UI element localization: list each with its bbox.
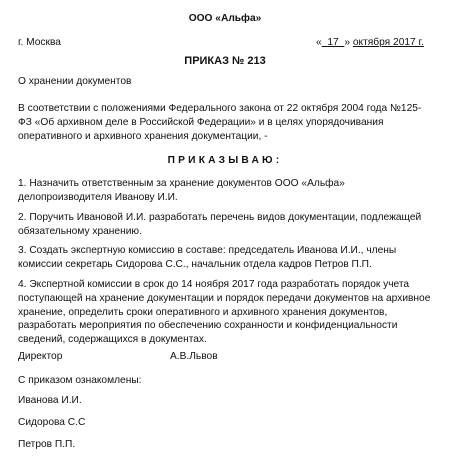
company-name: ООО «Альфа» — [188, 13, 262, 24]
date-close-quote: » — [344, 37, 351, 48]
date-open-quote: « — [316, 37, 322, 48]
order-date — [316, 36, 424, 50]
acquainted-label: С приказом ознакомлены: — [18, 375, 142, 386]
order-title: ПРИКАЗ № 213 — [184, 55, 266, 67]
director-label: Директор — [18, 351, 63, 362]
order-word: ПРИКАЗЫВАЮ: — [167, 155, 283, 166]
order-item-1: 1. Назначить ответственным за хранение документов ООО «Альфа» делопроизводителя Иванову И.И. — [18, 178, 345, 203]
signatory-1: Иванова И.И. — [18, 395, 82, 406]
signatory-3: Петров П.П. — [18, 439, 76, 450]
city: г. Москва — [18, 37, 61, 48]
preamble: В соответствии с положениями Федерального закона от 22 октября 2004 года №125-ФЗ «Об архивном деле в Российской Федерации» и в целях упорядочивания оперативного и архивного хранения документации, - — [18, 103, 422, 142]
order-item-3: 3. Создать экспертную комиссию в составе: председатель Иванова И.И., члены комиссии секретарь Сидорова С.С., начальник отдела кадров Петров П.П. — [18, 245, 397, 270]
order-subject: О хранении документов — [18, 76, 132, 87]
director-name: А.В.Львов — [170, 351, 218, 362]
signatory-2: Сидорова С.С — [18, 417, 86, 428]
order-item-4: 4. Экспертной комиссии в срок до 14 ноября 2017 года разработать порядок учета поступающей на хранение документации и порядок передачи документов на архивное хранение, определить сроки оперативного и архивного хранения документов, разработать мероприятия по обеспечению сохранности и конфиденциальности сведений, содержащихся в документах. — [18, 279, 431, 346]
date-month: октября 2017 г. — [352, 37, 424, 48]
date-day: 17 — [327, 37, 339, 48]
order-item-2: 2. Поручить Ивановой И.И. разработать перечень видов документации, подлежащей обязательному хранению. — [18, 212, 422, 237]
